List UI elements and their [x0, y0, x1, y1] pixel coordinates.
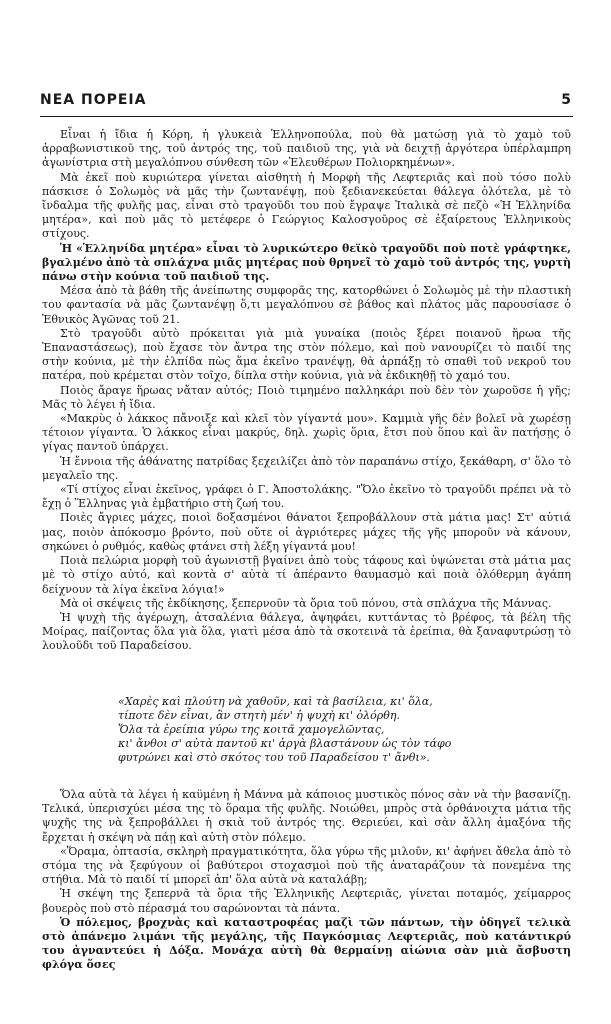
paragraph: Εἶναι ἡ ἴδια ἡ Κόρη, ἡ γλυκειὰ Ἑλληνοπούλα, ποὺ θὰ ματώσῃ γιὰ τὸ χαμὸ τοῦ ἀρραβωνιστικοῦ της, τοῦ ἀντρός της, τοῦ παιδιοῦ της, γιὰ νὰ δειχτῇ ἀργότερα ὑπέρλαμπρη ἀγωνίστρια στὴ μεγαλόπνου σύνθεση τῶν «Ἐλευθέρων Πολιορκημένων».: [42, 128, 571, 170]
journal-title: ΝΕΑ ΠΟΡΕΙΑ: [40, 92, 147, 108]
paragraph: Μὰ ἐκεῖ ποὺ κυριώτερα γίνεται αἰσθητὴ ἡ Μορφὴ τῆς Λεφτεριᾶς καὶ ποὺ τόσο πολὺ πάσκισε ὁ Σολωμὸς νὰ μᾶς τὴν ζωντανέψῃ, ποὺ ξεδιανεκεύεται θάλεγα ὁλότελα, μὲ τὸ ἴνδαλμα τῆς φυλῆς μας, εἶναι στὸ τραγοῦδι του ποὺ ἔγραψε Ἰταλικὰ σὲ πεζὸ «Ἡ Ἑλληνίδα μητέρα», καὶ ποὺ μᾶς τὸ μετέφερε ὁ Γεώργιος Καλοσγοῦρος σὲ ἐξαίρετους Ἑλληνικοὺς στίχους.: [42, 170, 571, 241]
page-header: [40, 92, 573, 114]
poem-verse: κι' ἄνθοι σ' αὐτὰ παντοῦ κι' ἀργὰ βλαστάνουν ὡς τὸν τάφο: [118, 737, 452, 750]
poem-verse: τίποτε δὲν εἶναι, ἂν στητὴ μέν' ἡ ψυχὴ κι' ὁλόρθη.: [118, 709, 400, 722]
article-body-continued: [42, 788, 571, 973]
paragraph: Μέσα ἀπὸ τὰ βάθη τῆς ἀνείπωτης συμφορᾶς της, κατορθώνει ὁ Σολωμὸς μὲ τὴν πλαστικὴ του φαντασία νὰ μᾶς ζωντανέψῃ ὅ,τι μεγαλόπνου σὲ βάθος καὶ πλάτος μᾶς παρουσίασε ὁ Ἐθνικὸς Ἀγῶνας τοῦ 21.: [42, 284, 571, 326]
page-number: 5: [561, 92, 571, 108]
header-rule: [40, 116, 573, 117]
paragraph: Ποιὲς ἄγριες μάχες, ποιοὶ δοξασμένοι θάνατοι ξεπροβάλλουν στὰ μάτια μας! Στ' αὐτιά μας, ποιὸν ἀπόκοσμο βρόντο, ποὺ οὔτε οἱ ἀγριότερες μάχες τῆς γῆς μποροῦν νὰ κάνουν, σηκώνει ὁ ρυθμός, καθὼς φτάνει στὴ λέξη γίγαντά μου!: [42, 511, 571, 553]
paragraph: Ὅλα αὐτὰ τὰ λέγει ἡ καϋμένη ἡ Μάννα μὰ κάποιος μυστικὸς πόνος σὰν νὰ τὴν βασανίζῃ. Τελικά, ὑπερισχύει μέσα της τὸ ὅραμα τῆς φυλῆς. Νοιώθει, μπρὸς στὰ ὁρθάνοιχτα μάτια τῆς ψυχῆς της νὰ ξεπροβάλλει ἡ σκιὰ τοῦ ἀντρός της. Θεριεύει, καὶ σὰν ἄλλη ἁμαξόνα τῆς ἔρχεται ἡ σκέψη νὰ πάῃ καὶ αὐτὴ στὸν πόλεμο.: [42, 788, 571, 844]
paragraph: «Ὅραμα, ὀπτασία, σκληρὴ πραγματικότητα, ὅλα γύρω τῆς μιλοῦν, κι' ἀφήνει ἄθελα ἀπὸ τὸ στόμα της νὰ ξεφύγουν οἱ βαθύτεροι στοχασμοὶ ποὺ τῆς ἀναταράζουν τὰ πονεμένα της στήθια. Μὰ τὸ παιδί τί μπορεῖ ἀπ' ὅλα αὐτὰ νὰ καταλάβῃ;: [42, 844, 571, 887]
poem-verse: Ὅλα τὰ ἐρείπια γύρω της κοιτᾶ χαμογελῶντας,: [118, 723, 385, 736]
paragraph: «Μακρὺς ὁ λάκκος πἄνοιξε καὶ κλεῖ τὸν γίγαντά μου». Καμμιὰ γῆς δὲν βολεῖ νὰ χωρέσῃ τέτοιον γίγαντα. Ὁ λάκκος εἶναι μακρύς, δηλ. χωρὶς ὅρια, ἔτσι ποὺ ὅπου καὶ ἂν πατήσῃς ὁ γίγας παντοῦ ὑπάρχει.: [42, 412, 571, 454]
poem-verse: φυτρώνει καὶ στὸ σκότος του τοῦ Παραδείσου τ' ἄνθι».: [118, 751, 430, 764]
paragraph: Στὸ τραγοῦδι αὐτὸ πρόκειται γιὰ μιὰ γυναίκα (ποιὸς ξέρει ποιανοῦ ἥρωα τῆς Ἐπαναστάσεως), ποὺ ἔχασε τὸν ἄντρα της στὸν πόλεμο, καὶ ποὺ νανουρίζει τὸ παιδί της στὴν κούνια, μὲ τὴν ἐλπίδα πὼς ἅμα ἐκεῖνο τρανέψῃ, θὰ ἁρπάξῃ τὸ σπαθὶ τοῦ νεκροῦ του πατέρα, ποὺ κρέμεται στὸν τοῖχο, δίπλα στὴν κούνια, γιὰ νὰ ἐκδικηθῇ τὸ χαμό του.: [42, 326, 571, 383]
paragraph: Ποιὸς ἄραγε ἥρωας νἄταν αὐτός; Ποιὸ τιμημένο παλληκάρι ποὺ δὲν τὸν χωροῦσε ἡ γῆς; Μᾶς τὸ λέγει ἡ ἴδια.: [42, 383, 571, 411]
paragraph: Ἡ ψυχὴ τῆς ἀγέρωχη, ἀτσαλένια θάλεγα, ἀψηφάει, κυττάντας τὸ βρέφος, τὰ βέλη τῆς Μοίρας, παίζοντας ὅλα γιὰ ὅλα, γιατὶ μέσα ἀπὸ τὰ σκοτεινὰ τὰ ἐρείπια, θὰ ξαναφυτρώσῃ τὸ λουλοῦδι τοῦ Παραδείσου.: [42, 610, 571, 653]
paragraph: Ὁ πόλεμος, βροχνὰς καὶ καταστροφέας μαζὶ τῶν πάντων, τὴν ὁδηγεῖ τελικὰ στὸ ἀπάνεμο λιμάνι τῆς μεγάλης, τῆς Παγκόσμιας Λεφτεριᾶς, ποὺ κατάντικρύ του ἀγναντεύει ἡ Δόξα. Μονάχα αὐτὴ θὰ θερμαίνῃ αἰώνια σὰν μιὰ ἄσβυστη φλόγα ὅσες: [42, 915, 571, 972]
paragraph: Ποιὰ πελώρια μορφὴ τοῦ ἀγωνιστῇ βγαίνει ἀπὸ τοὺς τάφους καὶ ὑψώνεται στὰ μάτια μας μὲ τὸ στίχο αὐτό, καὶ κοντὰ σ' αὐτὰ τί ἀπέραντο θαυμασμὸ καὶ ποιὰ ὁλόθερμη ἀγάπη δείχνουν τὰ λίγα ἐκεῖνα λόγια!»: [42, 554, 571, 596]
paragraph: Ἡ ἔννοια τῆς ἀθάνατης πατρίδας ξεχειλίζει ἀπὸ τὸν παραπάνω στίχο, ξεκάθαρη, σ' ὅλο τὸ μεγαλεῖο της.: [42, 454, 571, 482]
poem-quotation: [118, 695, 571, 765]
paragraph: Ἡ «Ἑλληνίδα μητέρα» εἶναι τὸ λυρικώτερο θεϊκὸ τραγοῦδι ποὺ ποτὲ γράφτηκε, βγαλμένο ἀπὸ τὰ σπλάχνα μιᾶς μητέρας ποὺ θρηνεῖ τὸ χαμὸ τοῦ ἀντρός της, γυρτὴ πάνω στὴν κούνια τοῦ παιδιοῦ της.: [42, 241, 571, 284]
paragraph: «Τί στίχος εἶναι ἐκεῖνος, γράφει ὁ Γ. Ἀποστολάκης. "Ὅλο ἐκεῖνο τὸ τραγοῦδι πρέπει νὰ τὸ ἔχῃ ὁ Ἕλληνας γιὰ ἐμβατήριο στὴ ζωή του.: [42, 483, 571, 511]
paragraph: Μὰ οἱ σκέψεις τῆς ἐκδίκησης, ξεπερνοῦν τὰ ὅρια τοῦ πόνου, στὰ σπλάχνα τῆς Μάννας.: [60, 596, 552, 610]
poem-verse: «Χαρὲς καὶ πλούτη νὰ χαθοῦν, καὶ τὰ βασίλεια, κι' ὅλα,: [118, 695, 433, 708]
article-body: [42, 128, 571, 654]
paragraph: Ἡ σκέψη της ξεπερνᾶ τὰ ὅρια τῆς Ἑλληνικῆς Λεφτεριᾶς, γίνεται ποταμός, χείμαρρος βουερὸς ποὺ στὸ πέρασμά του σαρώνονται τὰ πάντα.: [42, 887, 571, 915]
